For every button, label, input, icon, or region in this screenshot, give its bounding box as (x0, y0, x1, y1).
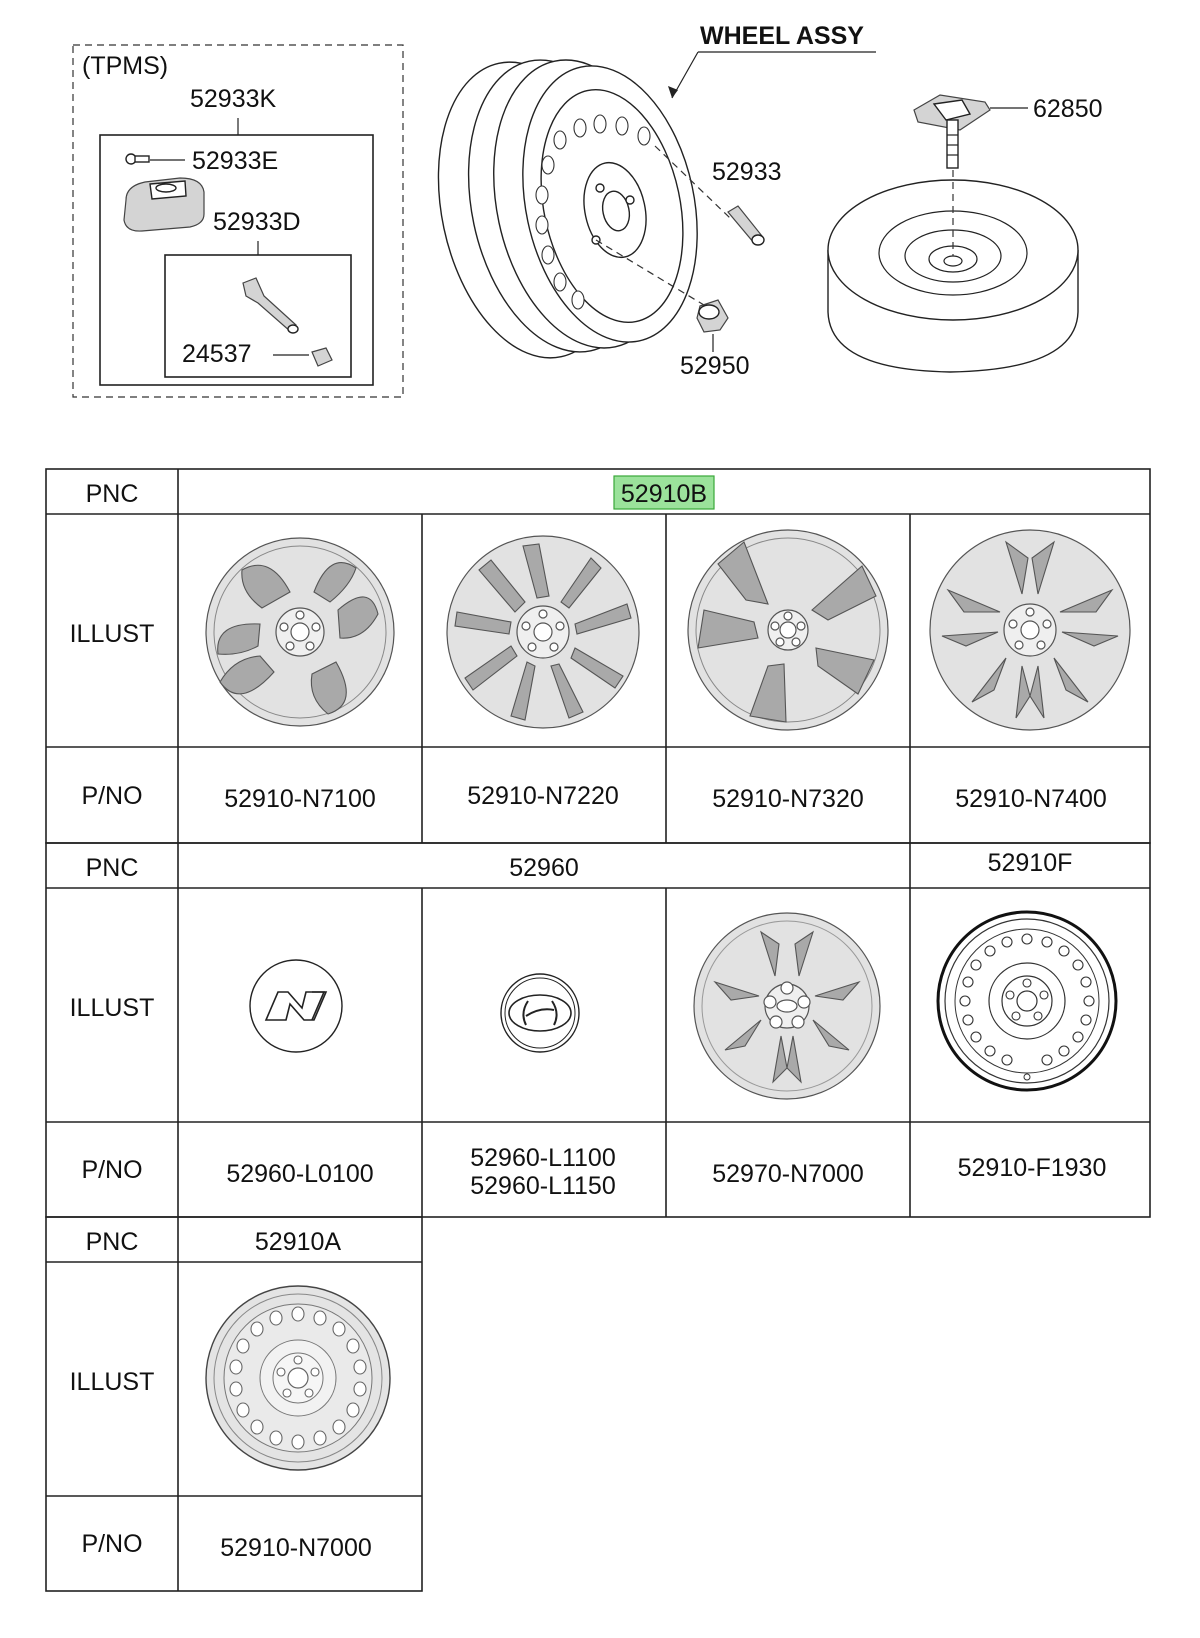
callout-52950: 52950 (680, 352, 750, 380)
part-number[interactable]: 52970-N7000 (712, 1160, 864, 1188)
part-number[interactable]: 52910-N7320 (712, 785, 864, 813)
part-number[interactable]: 52960-L1150 (470, 1172, 616, 1200)
pnc-52910a[interactable]: 52910A (254, 1228, 342, 1256)
callout-52933e: 52933E (192, 147, 279, 175)
tpms-screw-icon (126, 154, 149, 164)
part-number[interactable]: 52910-N7400 (955, 785, 1107, 813)
part-number[interactable]: 52910-N7000 (220, 1534, 372, 1562)
steel-wheel-icon[interactable] (206, 1286, 390, 1470)
alloy-wheel-blade-icon[interactable] (688, 530, 888, 730)
pnc-52910b[interactable]: 52910B (620, 480, 708, 508)
callout-52933d: 52933D (213, 208, 301, 236)
row-header-illust: ILLUST (69, 1368, 155, 1396)
lug-nut-icon (697, 300, 728, 332)
part-number[interactable]: 52910-N7100 (224, 785, 376, 813)
alloy-wheel-star-icon[interactable] (930, 530, 1130, 730)
part-number[interactable]: 52960-L0100 (226, 1160, 374, 1188)
part-number[interactable]: 52910-N7220 (467, 782, 619, 810)
part-number[interactable]: 52910-F1930 (957, 1154, 1107, 1182)
part-number[interactable]: 52960-L1100 (470, 1144, 616, 1172)
callout-62850: 62850 (1033, 95, 1103, 123)
tpms-label: (TPMS) (82, 52, 169, 80)
row-header-pno: P/NO (81, 1156, 143, 1184)
wheel-assy-label: WHEEL ASSY (700, 22, 864, 50)
callout-52933k: 52933K (190, 85, 277, 113)
row-header-illust: ILLUST (69, 620, 155, 648)
steel-spare-wheel-icon[interactable] (938, 912, 1116, 1090)
alloy-wheel-multispoke-icon[interactable] (447, 536, 639, 728)
wheel-assy-group (413, 22, 876, 380)
tpms-sensor-icon (124, 178, 204, 231)
row-headers (70, 480, 155, 1558)
row-header-pno: P/NO (81, 782, 143, 810)
tpms-group (73, 45, 403, 397)
row-header-illust: ILLUST (69, 994, 155, 1022)
row-header-pno: P/NO (81, 1530, 143, 1558)
valve-stem-icon (728, 206, 764, 245)
hyundai-logo-cap-icon[interactable] (501, 974, 579, 1052)
alloy-wheel-twisted-icon[interactable] (206, 538, 394, 726)
row-header-pnc: PNC (85, 1228, 139, 1256)
valve-cap-icon (312, 348, 332, 366)
row-header-pnc: PNC (85, 480, 139, 508)
tpms-valve-stem-icon (243, 278, 298, 333)
row-header-pnc: PNC (85, 854, 139, 882)
callout-52933: 52933 (712, 158, 782, 186)
pnc-52960[interactable]: 52960 (509, 854, 579, 882)
pnc-52910f[interactable]: 52910F (987, 849, 1073, 877)
spare-tire-group (828, 95, 1103, 372)
callout-24537: 24537 (182, 340, 252, 368)
spare-tire-bolt-icon (914, 95, 990, 168)
n-logo-cap-icon[interactable] (250, 960, 342, 1052)
wheel-cover-icon[interactable] (694, 913, 880, 1099)
